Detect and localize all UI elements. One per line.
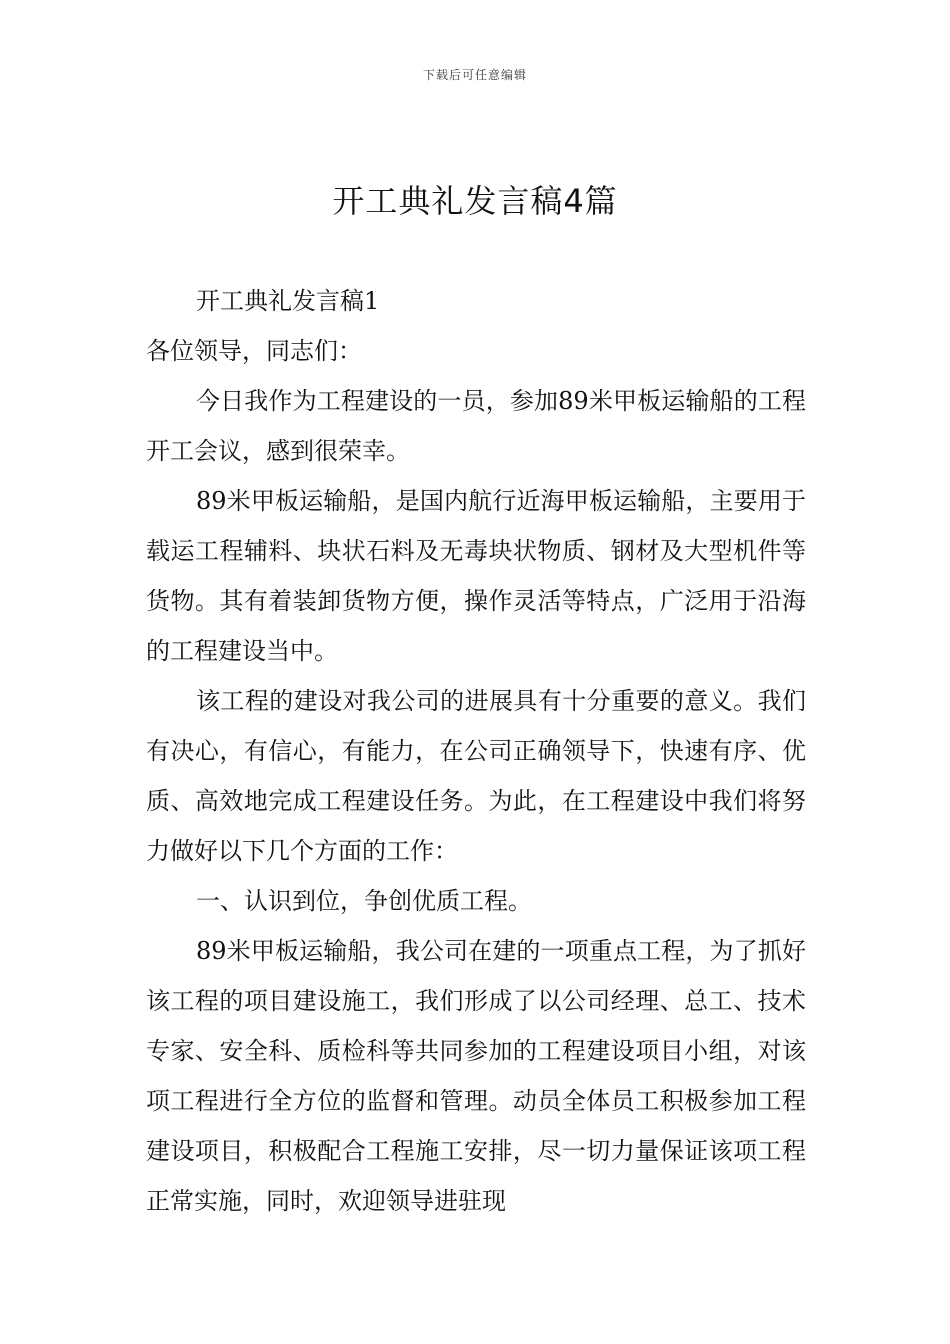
- paragraph: 一、认识到位，争创优质工程。: [196, 887, 532, 915]
- paragraph: 今日我作为工程建设的一员，参加89米甲板运输船的工程开工会议，感到很荣幸。: [146, 387, 806, 465]
- document-title: 开工典礼发言稿4篇: [332, 182, 618, 220]
- document-body: [146, 276, 806, 1226]
- paragraph: 89米甲板运输船，是国内航行近海甲板运输船，主要用于载运工程辅料、块状石料及无毒块状物质、钢材及大型机件等货物。其有着装卸货物方便，操作灵活等特点，广泛用于沿海的工程建设当中。: [146, 487, 806, 665]
- page-header-note: 下载后可任意编辑: [422, 68, 527, 82]
- paragraph: 该工程的建设对我公司的进展具有十分重要的意义。我们有决心，有信心，有能力，在公司正确领导下，快速有序、优质、高效地完成工程建设任务。为此，在工程建设中我们将努力做好以下几个方面的工作：: [146, 687, 806, 865]
- salutation: 各位领导，同志们：: [146, 337, 362, 365]
- paragraph: 89米甲板运输船，我公司在建的一项重点工程，为了抓好该工程的项目建设施工，我们形成了以公司经理、总工、技术专家、安全科、质检科等共同参加的工程建设项目小组，对该项工程进行全方位的监督和管理。动员全体员工积极参加工程建设项目，积极配合工程施工安排，尽一切力量保证该项工程正常实施，同时，欢迎领导进驻现: [146, 937, 806, 1215]
- section-heading: 开工典礼发言稿1: [196, 287, 380, 315]
